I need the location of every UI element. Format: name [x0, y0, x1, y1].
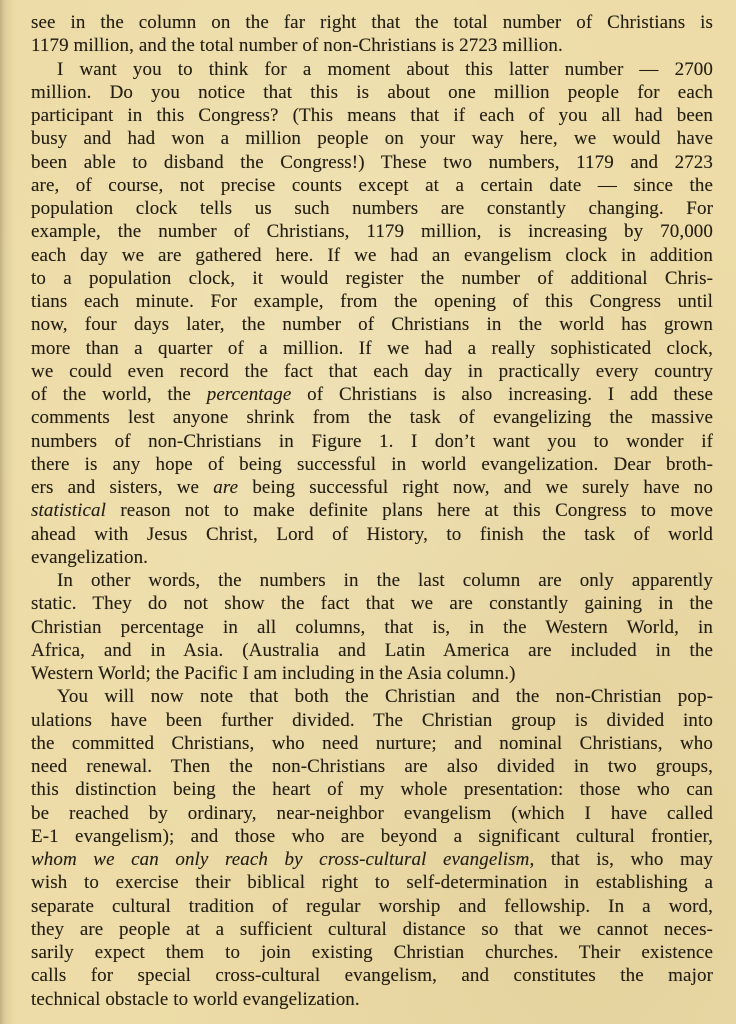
text-segment: busy and had won a million people on your way here, we would have: [31, 128, 713, 150]
text-line: [31, 220, 713, 243]
text-segment: are, of course, not precise counts except at a certain date — since the: [31, 174, 713, 196]
text-segment: each day we are gathered here. If we had an evangelism clock in addition: [31, 244, 713, 266]
text-segment: more than a quarter of a million. If we had a really sophisticated clock,: [31, 337, 713, 359]
text-line: [31, 848, 713, 871]
text-segment: of Christians is also increasing. I add these: [291, 384, 713, 405]
text-segment: ahead with Jesus Christ, Lord of History, to finish the task of world: [31, 523, 713, 545]
text-segment: Christian percentage in all columns, that is, in the Western World, in: [31, 616, 713, 638]
text-line: [31, 197, 713, 220]
text-line: [31, 988, 713, 1011]
text-line: [31, 523, 713, 546]
italic-text-segment: are: [213, 477, 239, 498]
text-segment: evangelization.: [31, 546, 149, 568]
text-line: [31, 941, 713, 964]
text-line: [31, 662, 713, 685]
text-line: [31, 755, 713, 778]
text-line: [31, 58, 713, 81]
italic-text-segment: percentage: [206, 384, 292, 405]
text-segment: ulations have been further divided. The Christian group is divided into: [31, 709, 713, 731]
text-segment: the committed Christians, who need nurture; and nominal Christians, who: [31, 732, 713, 754]
text-line: [31, 778, 713, 801]
text-segment: numbers of non-Christians in Figure 1. I don’t want you to wonder if: [31, 430, 713, 452]
text-line: [31, 267, 713, 290]
text-line: [31, 639, 713, 662]
text-segment: Africa, and in Asia. (Australia and Latin America are included in the: [31, 639, 713, 661]
text-segment: been able to disband the Congress!) These two numbers, 1179 and 2723: [31, 151, 713, 173]
text-line: [31, 825, 713, 848]
text-line: [31, 360, 713, 383]
text-line: [31, 592, 713, 615]
text-segment: static. They do not show the fact that we are constantly gaining in the: [31, 593, 713, 615]
text-line: [31, 104, 713, 127]
text-line: [31, 313, 713, 336]
text-line: [31, 546, 713, 569]
text-segment: of the world, the: [31, 384, 207, 405]
paragraph: [31, 58, 713, 570]
text-segment: You will now note that both the Christian and the non-Christian pop-: [57, 686, 713, 708]
text-line: [31, 918, 713, 941]
text-line: [31, 964, 713, 987]
text-line: [31, 430, 713, 453]
text-line: [31, 151, 713, 174]
text-segment: population clock tells us such numbers are constantly changing. For: [31, 198, 713, 219]
text-segment: tians each minute. For example, from the opening of this Congress until: [31, 291, 713, 312]
text-segment: example, the number of Christians, 1179 million, is increasing by 70,000: [31, 221, 713, 243]
text-line: [31, 127, 713, 150]
text-line: [31, 406, 713, 429]
text-segment: there is any hope of being successful in world evangelization. Dear broth-: [31, 453, 713, 475]
text-segment: being successful right now, and we surely have no: [238, 477, 713, 498]
text-line: [31, 476, 713, 499]
text-segment: separate cultural tradition of regular worship and fellowship. In a word,: [31, 895, 713, 917]
text-segment: this distinction being the heart of my whole presentation: those who can: [31, 779, 713, 801]
text-line: [31, 337, 713, 360]
text-segment: we could even record the fact that each day in practically every country: [31, 360, 713, 382]
text-segment: see in the column on the far right that the total number of Christians is: [31, 12, 713, 33]
text-segment: calls for special cross-cultural evangelism, and constitutes the major: [31, 965, 713, 987]
text-segment: be reached by ordinary, near-neighbor evangelism (which I have called: [31, 802, 713, 824]
text-line: [31, 499, 713, 522]
italic-text-segment: whom we can only reach by cross-cultural evangelism,: [31, 849, 535, 870]
text-segment: they are people at a sufficient cultural distance so that we cannot neces-: [31, 918, 713, 940]
text-segment: wish to exercise their biblical right to self-determination in establishing a: [31, 872, 713, 894]
text-line: [31, 383, 713, 406]
text-line: [31, 709, 713, 732]
text-line: [31, 871, 713, 894]
text-line: [31, 34, 713, 57]
text-segment: I want you to think for a moment about this latter number — 2700: [57, 58, 713, 80]
text-segment: reason not to make definite plans here at this Congress to move: [106, 500, 713, 522]
italic-text-segment: statistical: [31, 500, 106, 522]
text-line: [31, 802, 713, 825]
text-segment: million. Do you notice that this is about one million people for each: [31, 81, 713, 103]
text-segment: now, four days later, the number of Christians in the world has grown: [31, 314, 713, 336]
text-line: [31, 244, 713, 267]
text-segment: to a population clock, it would register the number of additional Chris-: [31, 267, 713, 289]
text-segment: Western World; the Pacific I am including in the Asia column.): [31, 663, 516, 684]
text-line: [31, 453, 713, 476]
text-line: [31, 732, 713, 755]
text-line: [31, 685, 713, 708]
text-line: [31, 616, 713, 639]
text-segment: participant in this Congress? (This means that if each of you all had been: [31, 105, 713, 126]
text-line: [31, 174, 713, 197]
text-segment: comments lest anyone shrink from the task of evangelizing the massive: [31, 407, 713, 429]
text-segment: ers and sisters, we: [31, 477, 214, 498]
text-segment: that is, who may: [534, 849, 713, 870]
text-column: [31, 11, 713, 1011]
text-segment: technical obstacle to world evangelization.: [31, 988, 360, 1010]
text-segment: 1179 million, and the total number of non-Christians is 2723 million.: [31, 35, 563, 57]
text-line: [31, 290, 713, 313]
text-segment: sarily expect them to join existing Christian churches. Their existence: [31, 942, 713, 963]
paragraph: [31, 11, 713, 58]
text-segment: E-1 evangelism); and those who are beyond a significant cultural frontier,: [31, 825, 713, 847]
text-line: [31, 569, 713, 592]
text-line: [31, 81, 713, 104]
text-segment: need renewal. Then the non-Christians are also divided in two groups,: [31, 756, 713, 777]
text-line: [31, 895, 713, 918]
text-line: [31, 11, 713, 34]
paragraph: [31, 685, 713, 1011]
text-segment: In other words, the numbers in the last column are only apparently: [57, 570, 713, 591]
paragraph: [31, 569, 713, 685]
